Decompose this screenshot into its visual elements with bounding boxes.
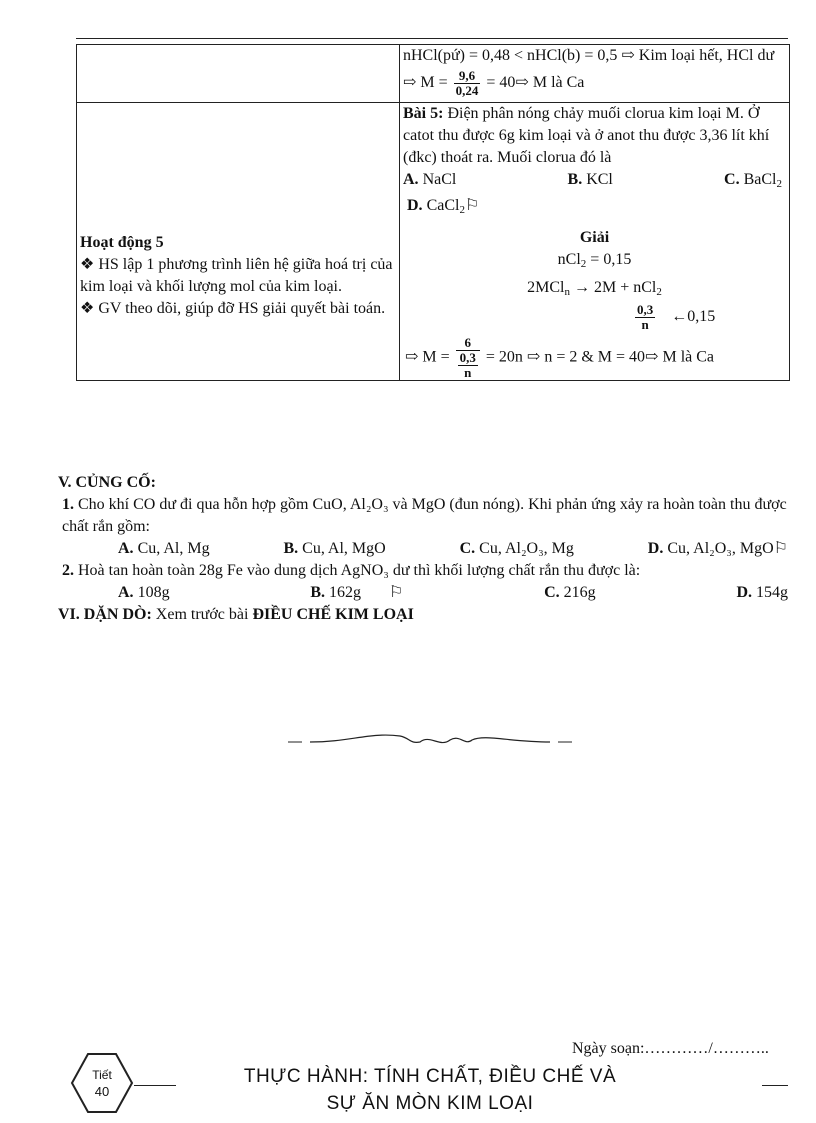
section-5-heading: V. CỦNG CỐ:	[58, 474, 156, 491]
row1-fraction	[454, 69, 481, 98]
flag-icon: ⚐	[464, 197, 480, 214]
solution-label: Giải	[579, 229, 610, 246]
rule	[134, 1085, 176, 1086]
ornament-divider	[280, 728, 580, 752]
question-2-options	[58, 582, 788, 604]
problem-statement	[403, 103, 786, 169]
tiet-label: Tiết	[92, 1068, 112, 1082]
activity-cell-empty	[77, 45, 400, 103]
solution-line-2: 2MCl$_n$ → 2M + nCl$_2$	[527, 279, 662, 298]
row1-frac-num: 9,6	[454, 69, 481, 84]
option-d: D. CaCl$_2$⚐	[407, 197, 480, 216]
q2-option-d: D. 154g	[736, 584, 788, 601]
options-row	[403, 169, 786, 195]
q1-option-d: D. Cu, Al₂O₃, MgO⚐	[647, 540, 788, 557]
lesson-table	[76, 44, 790, 381]
question-2: 2. Hoà tan hoàn toàn 28g Fe vào dung dịch AgNO₃ dư thì khối lượng chất rắn thu được là:	[62, 562, 641, 579]
option-a: A. NaCl	[403, 171, 457, 188]
row1-frac-den: 0,24	[455, 83, 479, 98]
solution-line-1: nCl$_2$ = 0,15	[557, 251, 632, 270]
rule	[762, 1085, 788, 1086]
flag-icon: ⚐	[389, 584, 404, 601]
hexagon-badge-icon	[70, 1052, 134, 1114]
activity-title: Hoạt động 5	[80, 233, 164, 251]
question-1-options	[58, 538, 788, 560]
sol3-fraction: $\frac{0,3}{n}$	[637, 302, 654, 332]
section-6-heading: VI. DẶN DÒ:	[58, 606, 152, 623]
solution-cell	[400, 45, 790, 103]
table-row	[77, 45, 790, 103]
activity-cell	[77, 103, 400, 381]
solution-line-3: $\frac{0,3}{n}$ ←0,15	[637, 302, 716, 332]
q2-option-a: A. 108g	[118, 584, 170, 601]
section-5	[58, 472, 788, 626]
problem-text: Điện phân nóng chảy muối clorua kim loại M. Ở catot thu được 6g kim loại và ở anot thu được 3,36 lít khí (đkc) thoát ra. Muối clorua đó là	[403, 105, 770, 166]
section-6-text: Xem trước bài	[155, 606, 249, 623]
table-row	[77, 103, 790, 381]
date-field: Ngày soạn:…………/………..	[572, 1040, 769, 1057]
section-6	[58, 604, 788, 626]
q1-option-c: C. Cu, Al₂O₃, Mg	[459, 540, 574, 557]
row1-suffix: = 40⇨ M là Ca	[486, 74, 585, 92]
flag-icon: ⚐	[773, 540, 788, 557]
activity-item: ❖ HS lập 1 phương trình liên hệ giữa hoá trị của kim loại và khối lượng mol của kim loại.	[80, 255, 393, 295]
row1-line1: nHCl(pứ) = 0,48 < nHCl(b) = 0,5 ⇨ Kim loại hết, HCl dư	[403, 47, 775, 64]
solution-line-4: ⇨ M = $\frac{6}{\frac{0,3}{n}}$ = 20n ⇨ n = 2 & M = 40⇨ M là Ca	[405, 335, 715, 380]
section-6-bold-text: ĐIỀU CHẾ KIM LOẠI	[252, 606, 414, 623]
row1-prefix: ⇨ M =	[403, 74, 448, 92]
tiet-number: 40	[94, 1084, 110, 1099]
option-c: C. BaCl$_2$	[724, 171, 782, 190]
top-rule	[76, 38, 788, 39]
problem-label: Bài 5:	[403, 105, 444, 122]
activity-item: ❖ GV theo dõi, giúp đỡ HS giải quyết bài toán.	[80, 299, 386, 317]
q2-option-b: B. 162g ⚐	[310, 584, 404, 601]
option-b: B. KCl	[567, 171, 613, 188]
row1-line2	[403, 67, 786, 102]
q1-option-b: B. Cu, Al, MgO	[283, 540, 386, 557]
q2-option-c: C. 216g	[544, 584, 596, 601]
page-title: THỰC HÀNH: TÍNH CHẤT, ĐIỀU CHẾ VÀ	[243, 1066, 617, 1087]
q1-option-a: A. Cu, Al, Mg	[118, 540, 210, 557]
problem-cell	[400, 103, 790, 381]
question-1: 1. Cho khí CO dư đi qua hỗn hợp gồm CuO, Al₂O₃ và MgO (đun nóng). Khi phản ứng xảy ra hoàn toàn thu được chất rắn gồm:	[62, 496, 787, 535]
page-subtitle: SỰ ĂN MÒN KIM LOẠI	[326, 1093, 534, 1114]
sol4-fraction: $\frac{6}{\frac{0,3}{n}}$	[456, 336, 480, 380]
